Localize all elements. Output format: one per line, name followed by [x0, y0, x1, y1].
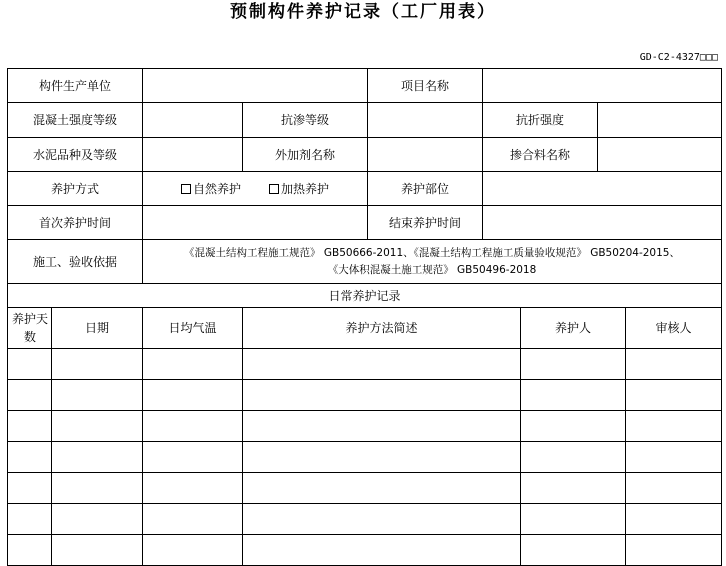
checkbox-icon[interactable]	[181, 184, 191, 194]
flexural-strength-field[interactable]	[598, 103, 721, 137]
curer-cell[interactable]	[521, 535, 625, 565]
checkbox-icon[interactable]	[269, 184, 279, 194]
avg-temperature-cell[interactable]	[143, 442, 242, 472]
column-header-curing-days: 养护天数	[11, 312, 48, 344]
daily-record-section-title: 日常养护记录	[328, 288, 401, 303]
avg-temperature-cell[interactable]	[143, 504, 242, 534]
curing-day-cell[interactable]	[8, 349, 51, 379]
concrete-grade-label: 混凝土强度等级	[32, 113, 117, 127]
column-header-curer: 养护人	[554, 321, 591, 335]
project-name-field[interactable]	[483, 69, 721, 102]
first-curing-time-label: 首次养护时间	[38, 215, 111, 230]
admixture-label: 外加剂名称	[274, 147, 335, 162]
curer-cell[interactable]	[521, 411, 625, 441]
method-cell[interactable]	[243, 411, 520, 441]
basis-line-2: 《大体积混凝土施工规范》 GB50496-2018	[327, 263, 537, 276]
curing-day-cell[interactable]	[8, 504, 51, 534]
impermeability-label: 抗渗等级	[280, 113, 329, 127]
concrete-grade-field[interactable]	[143, 103, 242, 137]
method-cell[interactable]	[243, 349, 520, 379]
column-header-reviewer: 审核人	[655, 321, 692, 335]
curing-day-cell[interactable]	[8, 535, 51, 565]
reviewer-cell[interactable]	[626, 535, 721, 565]
curing-part-label: 养护部位	[400, 181, 449, 196]
first-curing-time-field[interactable]	[143, 206, 367, 239]
avg-temperature-cell[interactable]	[143, 411, 242, 441]
avg-temperature-cell[interactable]	[143, 349, 242, 379]
reviewer-cell[interactable]	[626, 380, 721, 410]
curing-method-options	[143, 172, 367, 205]
cement-field[interactable]	[143, 138, 242, 171]
reviewer-cell[interactable]	[626, 411, 721, 441]
curing-day-cell[interactable]	[8, 380, 51, 410]
mineral-admixture-label: 掺合料名称	[509, 147, 570, 162]
flexural-strength-label: 抗折强度	[515, 113, 564, 127]
table-rule	[721, 68, 722, 566]
admixture-field[interactable]	[368, 138, 482, 171]
curing-day-cell[interactable]	[8, 442, 51, 472]
date-cell[interactable]	[52, 411, 142, 441]
reviewer-cell[interactable]	[626, 442, 721, 472]
acceptance-basis-label: 施工、验收依据	[32, 254, 117, 269]
method-cell[interactable]	[243, 504, 520, 534]
basis-line-1: 《混凝土结构工程施工规范》 GB50666-2011、《混凝土结构工程施工质量验收规范》 GB50204-2015、	[184, 246, 680, 259]
date-cell[interactable]	[52, 442, 142, 472]
natural-curing-label: 自然养护	[192, 181, 241, 196]
date-cell[interactable]	[52, 380, 142, 410]
curing-day-cell[interactable]	[8, 411, 51, 441]
project-name-label: 项目名称	[400, 78, 449, 93]
avg-temperature-cell[interactable]	[143, 380, 242, 410]
mineral-admixture-field[interactable]	[598, 138, 721, 171]
column-header-date: 日期	[84, 321, 109, 335]
end-curing-time-label: 结束养护时间	[388, 215, 461, 230]
curer-cell[interactable]	[521, 504, 625, 534]
reviewer-cell[interactable]	[626, 473, 721, 503]
avg-temperature-cell[interactable]	[143, 473, 242, 503]
cement-label: 水泥品种及等级	[32, 147, 117, 162]
heating-curing-option[interactable]	[269, 181, 329, 197]
production-unit-field[interactable]	[143, 69, 367, 102]
acceptance-basis-text	[143, 240, 721, 283]
method-cell[interactable]	[243, 535, 520, 565]
curing-method-label: 养护方式	[50, 181, 99, 196]
date-cell[interactable]	[52, 535, 142, 565]
method-cell[interactable]	[243, 473, 520, 503]
date-cell[interactable]	[52, 473, 142, 503]
impermeability-field[interactable]	[368, 103, 482, 137]
column-header-avg-temperature: 日均气温	[168, 321, 217, 335]
production-unit-label: 构件生产单位	[38, 78, 111, 93]
form-title: 预制构件养护记录（工厂用表）	[230, 2, 496, 22]
curing-day-cell[interactable]	[8, 473, 51, 503]
document-number: GD-C2-4327□□□	[639, 52, 718, 63]
natural-curing-option[interactable]	[181, 181, 241, 197]
avg-temperature-cell[interactable]	[143, 535, 242, 565]
method-cell[interactable]	[243, 442, 520, 472]
method-cell[interactable]	[243, 380, 520, 410]
date-cell[interactable]	[52, 349, 142, 379]
date-cell[interactable]	[52, 504, 142, 534]
curer-cell[interactable]	[521, 349, 625, 379]
curer-cell[interactable]	[521, 380, 625, 410]
heating-curing-label: 加热养护	[281, 181, 330, 196]
reviewer-cell[interactable]	[626, 349, 721, 379]
curing-part-field[interactable]	[483, 172, 721, 205]
end-curing-time-field[interactable]	[483, 206, 721, 239]
column-header-method: 养护方法简述	[345, 321, 418, 335]
curer-cell[interactable]	[521, 473, 625, 503]
curer-cell[interactable]	[521, 442, 625, 472]
reviewer-cell[interactable]	[626, 504, 721, 534]
